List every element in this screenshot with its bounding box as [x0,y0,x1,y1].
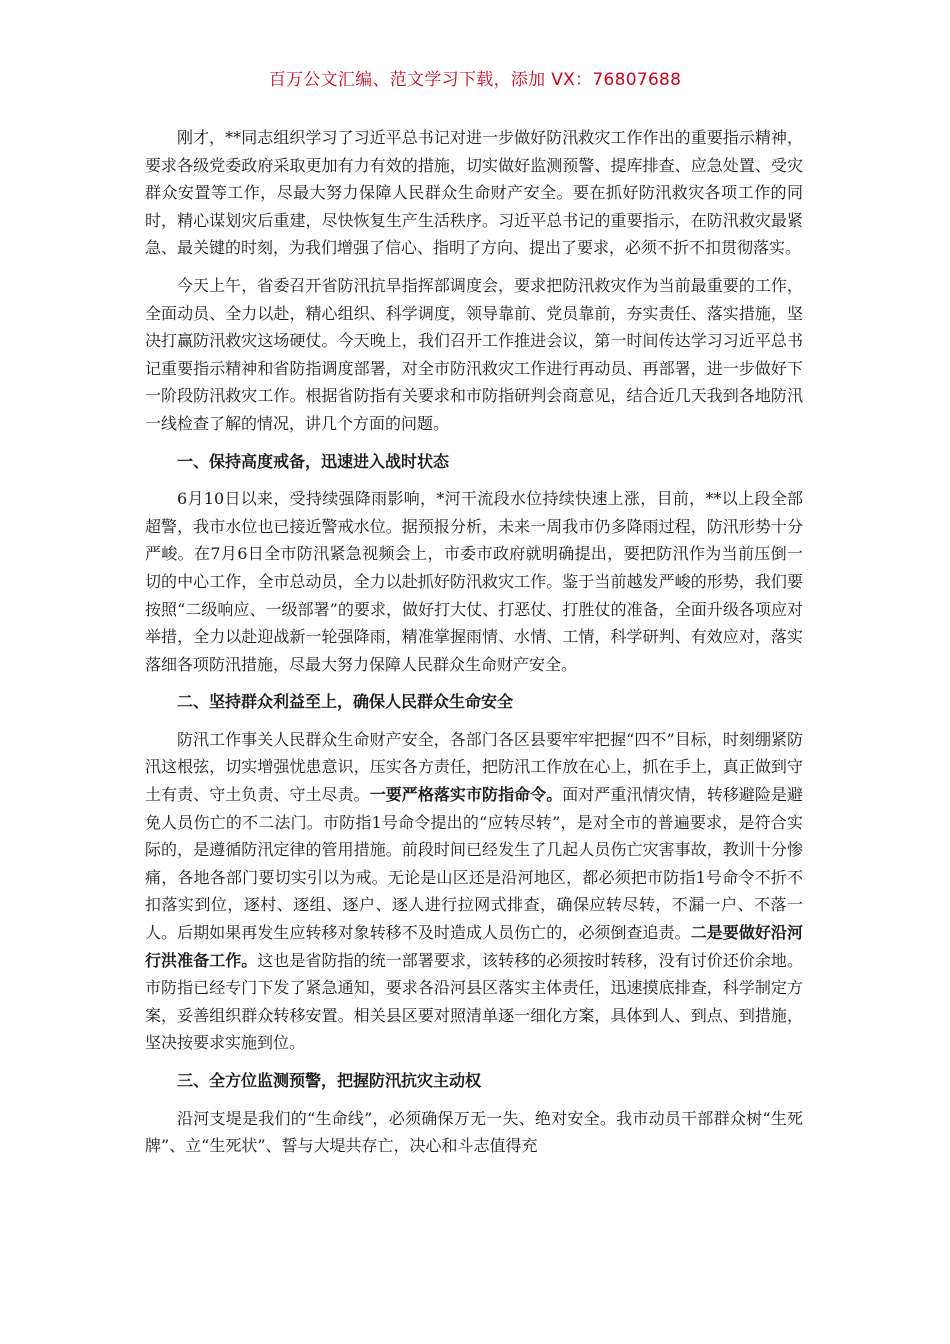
paragraph-section-2 [145,726,803,1057]
download-banner: 百万公文汇编、范文学习下载，添加 VX：76807688 [268,70,682,90]
paragraph-text: 面对严重汛情灾情，转移避险是避免人员伤亡的不二法门。市防指1号命令提出的“应转尽转”，是对全市的普遍要求，是符合实际的，是遵循防汛定律的管用措施。前段时间已经发生了几起人员伤亡灾害事故，教训十分惨痛，各地各部门要切实引以为戒。无论是山区还是沿河地区，都必须把市防指1号命令不折不扣落实到位，逐村、逐组、逐户、逐人进行拉网式排查，确保应转尽转，不漏一户、不落一人。后期如果再发生应转移对象转移不及时造成人员伤亡的，必须倒查追责。 [145,785,803,943]
paragraph-meeting: 今天上午，省委召开省防汛抗旱指挥部调度会，要求把防汛救灾作为当前最重要的工作，全面动员、全力以赴，精心组织、科学调度，领导靠前、党员靠前，夯实责任、落实措施，坚决打赢防汛救灾这场硬仗。今天晚上，我们召开工作推进会议，第一时间传达学习习近平总书记重要指示精神和省防指调度部署，对全市防汛救灾工作进行再动员、再部署，进一步做好下一阶段防汛救灾工作。根据省防指有关要求和市防指研判会商意见，结合近几天我到各地防汛一线检查了解的情况，讲几个方面的问题。 [145,275,803,433]
document-body [145,124,803,1170]
emphasis-point-1: 一要严格落实市防指命令。 [369,785,563,805]
paragraph-text: 防汛工作事关人民群众生命财产安全，各部门各区县要牢牢把握“四不”目标，时刻绷紧防汛这根弦，切实增强忧患意识，压实各方责任，把防汛工作放在心上，抓在手上，真正做到守土有责、守土负责、守土尽责。 [145,729,803,805]
section-heading-1: 一、保持高度戒备，迅速进入战时状态 [177,451,450,471]
paragraph-text: 这也是省防指的统一部署要求，该转移的必须按时转移，没有讨价还价余地。市防指已经专门下发了紧急通知，要求各沿河县区落实主体责任，迅速摸底排查，科学制定方案，妥善组织群众转移安置。相关县区要对照清单逐一细化方案，具体到人、到点、到措施，坚决按要求实施到位。 [145,950,803,1053]
emphasis-point-2: 二是要做好沿河行洪准备工作。 [145,923,803,970]
paragraph-section-3: 沿河支堤是我们的“生命线”，必须确保万无一失、绝对安全。我市动员干部群众树“生死牌”、立“生死状”、誓与大堤共存亡，决心和斗志值得充 [145,1108,803,1156]
paragraph-section-1: 6月10日以来，受持续强降雨影响，*河干流段水位持续快速上涨，目前，**以上段全部超警，我市水位也已接近警戒水位。据预报分析，未来一周我市仍多降雨过程，防汛形势十分严峻。在7月6日全市防汛紧急视频会上，市委市政府就明确提出，要把防汛作为当前压倒一切的中心工作，全市总动员，全力以赴抓好防汛救灾工作。鉴于当前越发严峻的形势，我们要按照“二级响应、一级部署”的要求，做好打大仗、打恶仗、打胜仗的准备，全面升级各项应对举措，全力以赴迎战新一轮强降雨，精准掌握雨情、水情、工情，科学研判、有效应对，落实落细各项防汛措施，尽最大努力保障人民群众生命财产安全。 [145,489,803,674]
paragraph-intro: 刚才，**同志组织学习了习近平总书记对进一步做好防汛救灾工作作出的重要指示精神，要求各级党委政府采取更加有力有效的措施，切实做好监测预警、提库排查、应急处置、受灾群众安置等工作，尽最大努力保障人民群众生命财产安全。要在抓好防汛救灾各项工作的同时，精心谋划灾后重建，尽快恢复生产生活秩序。习近平总书记的重要指示，在防汛救灾最紧急、最关键的时刻，为我们增强了信心、指明了方向、提出了要求，必须不折不扣贯彻落实。 [145,128,803,258]
section-heading-3: 三、全方位监测预警，把握防汛抗灾主动权 [177,1071,482,1090]
section-heading-2: 二、坚持群众利益至上，确保人民群众生命安全 [177,692,514,712]
